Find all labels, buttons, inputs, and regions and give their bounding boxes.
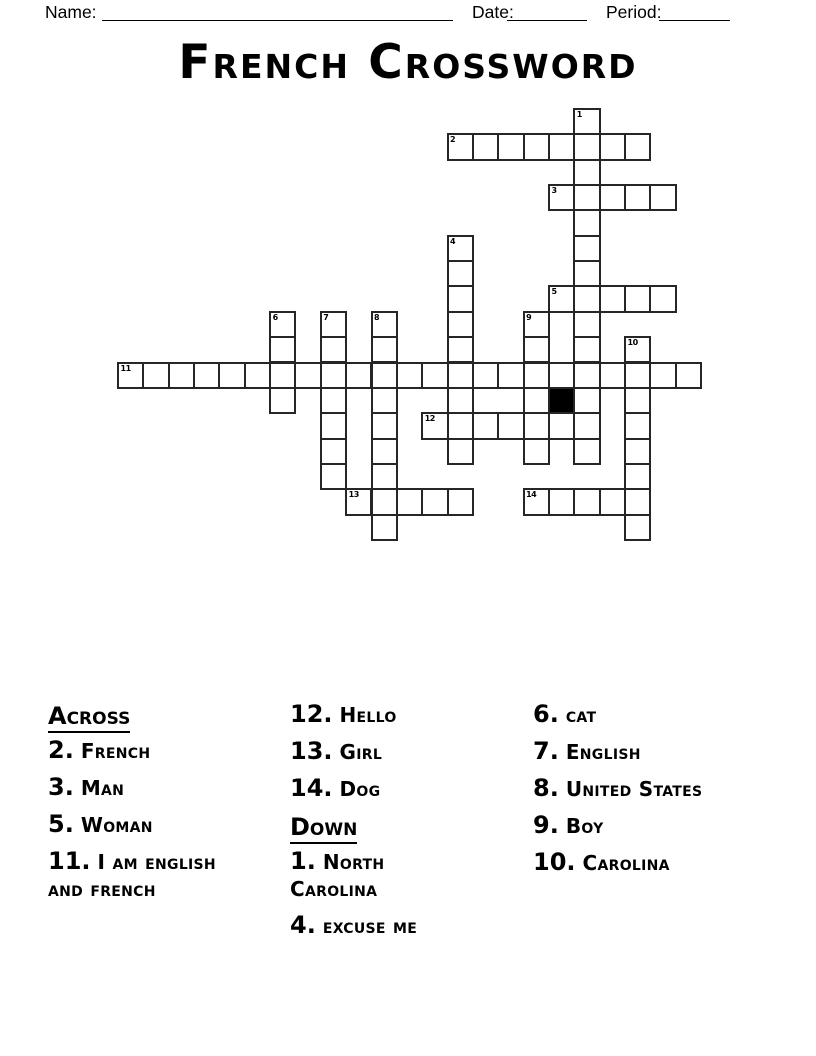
cell-number-12: 12 — [424, 414, 435, 424]
grid-cell[interactable] — [168, 362, 195, 389]
clue-text: Woman — [80, 813, 153, 837]
cell-number-5: 5 — [551, 287, 557, 297]
grid-cell[interactable] — [320, 438, 347, 465]
grid-cell[interactable] — [269, 387, 296, 414]
clue-number: 4. — [290, 911, 316, 939]
grid-cell[interactable] — [599, 362, 626, 389]
cell-number-13: 13 — [348, 490, 359, 500]
grid-cell[interactable] — [624, 285, 651, 312]
grid-cell[interactable] — [573, 235, 600, 262]
clue-number: 12. — [290, 700, 333, 728]
grid-cell[interactable] — [447, 362, 474, 389]
grid-cell[interactable] — [649, 285, 676, 312]
clue-12 — [290, 702, 468, 729]
grid-cell[interactable] — [447, 260, 474, 287]
clue-text: Carolina — [582, 851, 670, 875]
clue-4 — [290, 913, 468, 940]
grid-cell[interactable] — [649, 362, 676, 389]
grid-cell[interactable] — [599, 285, 626, 312]
down-header: Down — [290, 813, 468, 841]
grid-cell[interactable] — [523, 438, 550, 465]
clue-number: 13. — [290, 737, 333, 765]
grid-cell[interactable] — [320, 387, 347, 414]
clue-number: 1. — [290, 847, 316, 875]
grid-cell[interactable] — [447, 285, 474, 312]
grid-cell[interactable] — [193, 362, 220, 389]
grid-cell[interactable] — [294, 362, 321, 389]
clue-number: 7. — [533, 737, 559, 765]
grid-cell[interactable] — [523, 133, 550, 160]
grid-cell[interactable] — [142, 362, 169, 389]
clue-3 — [48, 775, 216, 802]
grid-cell[interactable] — [497, 362, 524, 389]
grid-cell[interactable] — [447, 412, 474, 439]
grid-cell[interactable] — [371, 387, 398, 414]
clue-text: North Carolina — [290, 850, 385, 901]
grid-cell[interactable] — [548, 133, 575, 160]
clue-11 — [48, 849, 216, 903]
grid-cell[interactable] — [447, 387, 474, 414]
clue-2 — [48, 738, 216, 765]
grid-cell[interactable] — [573, 488, 600, 515]
grid-cell[interactable] — [624, 463, 651, 490]
date-label: Date: — [472, 2, 514, 22]
grid-cell[interactable] — [497, 412, 524, 439]
grid-cell[interactable] — [624, 488, 651, 515]
clue-13 — [290, 739, 468, 766]
grid-cell[interactable] — [573, 159, 600, 186]
grid-cell[interactable] — [523, 362, 550, 389]
grid-cell[interactable] — [497, 133, 524, 160]
clue-1 — [290, 849, 468, 903]
clue-column-3 — [533, 702, 713, 887]
grid-cell[interactable] — [548, 362, 575, 389]
grid-cell[interactable] — [573, 133, 600, 160]
period-label: Period: — [606, 2, 662, 22]
grid-cell[interactable] — [599, 488, 626, 515]
grid-cell[interactable] — [396, 362, 423, 389]
grid-cell[interactable] — [371, 514, 398, 541]
clue-text: Hello — [339, 703, 397, 727]
grid-cell[interactable] — [548, 412, 575, 439]
grid-cell[interactable] — [472, 412, 499, 439]
clue-text: United States — [565, 777, 703, 801]
grid-cell[interactable] — [624, 362, 651, 389]
cell-number-14: 14 — [526, 490, 537, 500]
cell-number-10: 10 — [627, 338, 638, 348]
grid-cell[interactable] — [244, 362, 271, 389]
grid-cell[interactable] — [573, 336, 600, 363]
grid-cell[interactable] — [573, 362, 600, 389]
cell-number-2: 2 — [450, 135, 456, 145]
clue-9 — [533, 813, 713, 840]
grid-cell[interactable] — [573, 438, 600, 465]
grid-cell[interactable] — [371, 362, 398, 389]
grid-cell[interactable] — [345, 362, 372, 389]
cell-number-7: 7 — [323, 312, 329, 322]
cell-number-1: 1 — [576, 110, 582, 119]
grid-cell[interactable] — [472, 133, 499, 160]
black-cell — [548, 387, 575, 414]
grid-cell[interactable] — [218, 362, 245, 389]
clue-text: Girl — [339, 740, 383, 764]
grid-cell[interactable] — [624, 438, 651, 465]
grid-cell[interactable] — [371, 336, 398, 363]
clue-text: cat — [565, 703, 597, 727]
clue-6 — [533, 702, 713, 729]
cell-number-4: 4 — [450, 236, 456, 246]
clue-text: English — [565, 740, 641, 764]
grid-cell[interactable] — [624, 387, 651, 414]
clue-text: Man — [80, 776, 125, 800]
clue-number: 3. — [48, 773, 74, 801]
cell-number-3: 3 — [551, 186, 557, 196]
clue-5 — [48, 812, 216, 839]
clue-number: 6. — [533, 700, 559, 728]
clue-text: I am english and french — [48, 850, 216, 901]
grid-cell[interactable] — [447, 336, 474, 363]
grid-cell[interactable] — [421, 362, 448, 389]
grid-cell[interactable] — [573, 311, 600, 338]
clue-number: 9. — [533, 811, 559, 839]
cell-number-6: 6 — [272, 312, 278, 322]
grid-cell[interactable] — [573, 285, 600, 312]
grid-cell[interactable] — [599, 133, 626, 160]
clue-number: 10. — [533, 848, 576, 876]
grid-cell[interactable] — [269, 336, 296, 363]
grid-cell[interactable] — [396, 488, 423, 515]
clue-number: 2. — [48, 736, 74, 764]
grid-cell[interactable] — [599, 184, 626, 211]
grid-cell[interactable] — [320, 362, 347, 389]
grid-cell[interactable] — [573, 387, 600, 414]
grid-cell[interactable] — [573, 184, 600, 211]
clue-8 — [533, 776, 713, 803]
grid-cell[interactable] — [624, 412, 651, 439]
grid-cell[interactable] — [624, 514, 651, 541]
grid-cell[interactable] — [624, 133, 651, 160]
grid-cell[interactable] — [624, 184, 651, 211]
clue-number: 14. — [290, 774, 333, 802]
clue-text: Dog — [339, 777, 381, 801]
grid-cell[interactable] — [523, 336, 550, 363]
clue-number: 11. — [48, 847, 91, 875]
grid-cell[interactable] — [675, 362, 702, 389]
grid-cell[interactable] — [269, 362, 296, 389]
grid-cell[interactable] — [371, 412, 398, 439]
clue-10 — [533, 850, 713, 877]
grid-cell[interactable] — [548, 488, 575, 515]
clue-number: 5. — [48, 810, 74, 838]
grid-cell[interactable] — [573, 209, 600, 236]
cell-number-11: 11 — [120, 363, 131, 373]
grid-cell[interactable] — [320, 463, 347, 490]
grid-cell[interactable] — [523, 412, 550, 439]
grid-cell[interactable] — [371, 488, 398, 515]
grid-cell[interactable] — [573, 260, 600, 287]
clue-number: 8. — [533, 774, 559, 802]
name-label: Name: — [45, 2, 97, 22]
clue-7 — [533, 739, 713, 766]
across-header: Across — [48, 702, 216, 730]
grid-cell[interactable] — [447, 311, 474, 338]
clue-column-1 — [48, 702, 216, 913]
grid-cell[interactable] — [472, 362, 499, 389]
page-title: French Crossword — [178, 35, 638, 90]
clue-text: excuse me — [322, 914, 418, 938]
grid-cell[interactable] — [447, 438, 474, 465]
grid-cell[interactable] — [447, 488, 474, 515]
grid-cell[interactable] — [649, 184, 676, 211]
cell-number-8: 8 — [374, 312, 380, 322]
grid-cell[interactable] — [320, 412, 347, 439]
clue-text: French — [80, 739, 151, 763]
clue-column-2 — [290, 702, 468, 950]
clue-text: Boy — [565, 814, 604, 838]
clue-14 — [290, 776, 468, 803]
grid-cell[interactable] — [421, 488, 448, 515]
grid-cell[interactable] — [573, 412, 600, 439]
grid-cell[interactable] — [320, 336, 347, 363]
cell-number-9: 9 — [526, 312, 532, 322]
grid-cell[interactable] — [371, 463, 398, 490]
grid-cell[interactable] — [523, 387, 550, 414]
grid-cell[interactable] — [371, 438, 398, 465]
